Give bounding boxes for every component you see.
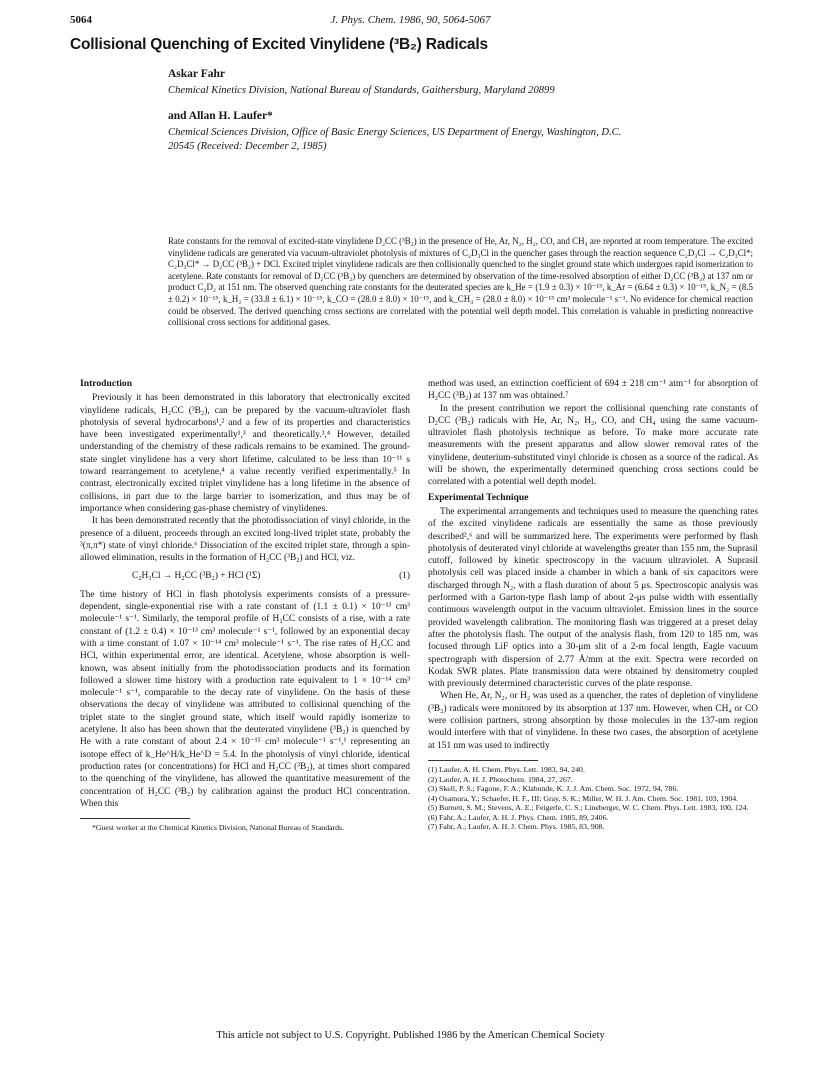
reference-item: (7) Fahr, A.; Laufer, A. H. J. Chem. Phys. 1985, 83, 908. [428, 822, 605, 832]
references-divider [428, 760, 538, 761]
reference-item: (6) Fahr, A.; Laufer, A. H. J. Phys. Chem. 1985, 89, 2406. [428, 812, 609, 822]
author-footnote: *Guest worker at the Chemical Kinetics Division, National Bureau of Standards. [92, 823, 345, 833]
page-number: 5064 [70, 14, 92, 26]
right-paragraph-1: method was used, an extinction coefficient of 694 ± 218 cm⁻¹ atm⁻¹ for absorption of H₂CC (³B₂) at 137 nm was obtained.⁷ [428, 379, 758, 402]
experimental-paragraph-2: When He, Ar, N₂, or H₂ was used as a quencher, the rates of depletion of vinylidene (³B₂) radicals were monitored by its absorption at 137 nm. However, when CH₄ or CO were collision partners, strong absorption by those molecules in the 137-nm region would interfere with that of vinylidene. In these two cases, the absorption of acetylene at 151 nm was used to indirectly [428, 691, 758, 751]
reference-item: (1) Laufer, A. H. Chem. Phys. Lett. 1983, 94, 240. [428, 764, 585, 774]
intro-paragraph-3: The time history of HCl in flash photolysis experiments consists of a pressure-dependent, single-exponential rise with a rate constant of (1.1 ± 0.1) × 10⁻¹³ cm³ molecule⁻¹ s⁻¹. Similarly, the temporal profile of H₂CC consists of a rise, with a rate constant of (1.2 ± 0.4) × 10⁻¹³ cm³ molecule⁻¹ s⁻¹, followed by an exponential decay with a time constant of 1.07 × 10⁻¹⁴ cm³ molecule⁻¹ s⁻¹. The rise rates of H₂CC and HCl, within experimental error, are identical. Acetylene, whose absorption is well-known, was absent initially from the photodissociation products and its formation followed a slower time history with a production rate equivalent to 1 × 10⁻¹⁴ cm³ molecule⁻¹ s⁻¹, comparable to the decay rate of vinylidene. On the basis of these observations the decay of vinylidene was attributed to collisional quenching of the triplet state to the singlet ground state, which itself would rapidly isomerize to acetylene. It also has been shown that the deuterated vinylidene (³B₂) is quenched by He with a rate constant of about 2.4 × 10⁻¹⁵ cm³ molecule⁻¹ s⁻¹,¹ representing an isotope effect of k_He^H/k_He^D = 5.4. In the photolysis of vinyl chloride, identical production rates (or concentrations) for HCl and H₂CC (³B₂), at times short compared to the quenching of the vinylidene, has allowed the quantitative measurement of the concentration of H₂CC (³B₂) by calibration against the product HCl concentration. When this [80, 589, 410, 809]
article-title: Collisional Quenching of Excited Vinylidene (³B₂) Radicals [70, 36, 488, 53]
journal-citation: J. Phys. Chem. 1986, 90, 5064-5067 [330, 14, 491, 26]
right-paragraph-2: In the present contribution we report the collisional quenching rate constants of D₂CC (³B₂) radicals with He, Ar, N₂, H₂, CO, and CH₄ using the same vacuum-ultraviolet flash photolysis technique as before. To make more accurate rate measurements with the present apparatus and allow slower removal rates of the vinylidene, deuterium-substituted vinyl chloride is chosen as a source of the radical. As will be shown, the experimentally determined quenching cross sections could be correlated with a potential well depth model. [428, 403, 758, 488]
author-2-name: and Allan H. Laufer* [168, 110, 273, 122]
equation-text: C₂H₃Cl → H₂CC (³B₂) + HCl (¹Σ) [132, 571, 261, 582]
reference-item: (2) Laufer, A. H. J. Photochem. 1984, 27, 267. [428, 774, 573, 784]
reference-item: (5) Burnett, S. M.; Stevens, A. E.; Feigerle, C. S.; Lineberger, W. C. Chem. Phys. Lett. 1983, 100, 124. [428, 803, 749, 813]
references-list [428, 765, 758, 832]
copyright-notice: This article not subject to U.S. Copyright. Published 1986 by the American Chemical Society [216, 1030, 605, 1041]
reference-item: (3) Skell, P. S.; Fagone, F. A.; Klabunde, K. J. J. Am. Chem. Soc. 1972, 94, 786. [428, 784, 679, 794]
intro-paragraph-1: Previously it has been demonstrated in this laboratory that electronically excited vinylidene radicals, H₂CC (³B₂), can be prepared by the vacuum-ultraviolet flash photolysis of several hydrocarbons¹,² and a few of its properties and characteristics have been investigated experimentally¹,³ and theoretically.³,⁴ However, detailed understanding of the chemistry of these radicals remains to be examined. The ground-state singlet vinylidene has a very short lifetime, calculated to be less than 10⁻¹¹ s toward rearrangement to acetylene,⁴ a value recently verified experimentally.⁵ In contrast, electronically excited triplet vinylidene has a long lifetime in the absence of collisions, in part due to the large barrier to isomerization, and thus may be of importance when considering gas-phase chemistry of vinylidenes. [80, 393, 410, 514]
author-2-affiliation: Chemical Sciences Division, Office of Basic Energy Sciences, US Department of Energy, Washington, D.C. 20545 (Received: December 2, 1985) [168, 127, 622, 152]
abstract: Rate constants for the removal of excited-state vinylidene D₂CC (³B₂) in the presence of He, Ar, N₂, H₂, CO, and CH₄ are reported at room temperature. The excited vinylidene radicals are generated via vacuum-ultraviolet photolysis of mixtures of C₂D₃Cl in the quencher gases through the reaction sequence C₂D₃Cl → C₂D₃Cl*; C₂D₃Cl* → D₂CC (³B₂) + DCl. Excited triplet vinylidene radicals are then collisionally quenched to the singlet ground state which undergoes rapid isomerization to acetylene. Rate constants for removal of D₂CC (³B₂) by quenchers are determined by observation of the time-resolved absorption of either D₂CC (³B₂) at 137 nm or product C₂D₂ at 151 nm. The observed quenching rate constants for the deuterated species are k_He = (1.9 ± 0.3) × 10⁻¹⁵, k_Ar = (6.64 ± 0.3) × 10⁻¹⁵, k_N₂ = (8.5 ± 0.2) × 10⁻¹⁵, k_H₂ = (33.8 ± 6.1) × 10⁻¹⁵, k_CO = (28.0 ± 8.0) × 10⁻¹⁵, and k_CH₄ = (28.0 ± 8.0) × 10⁻¹⁵ cm³ molecule⁻¹ s⁻¹. No evidence for chemical reaction could be observed. The derived quenching cross sections are correlated with the potential well depth model. This correlation is valuable in predicting nonreactive collisional cross sections for additional gases. [168, 236, 753, 328]
right-column [428, 378, 758, 832]
left-column [80, 378, 410, 833]
experimental-paragraph-1: The experimental arrangements and techniques used to measure the quenching rates of the excited vinylidene radicals are essentially the same as those previously described²,⁶ and will be summarized here. The experiments were performed by flash photolysis of deuterated vinyl chloride at wavelengths greater than 155 nm, the Suprasil cutoff, followed by kinetic spectroscopy in the vacuum ultraviolet. A Suprasil photolysis cell was placed inside a chamber in which a bank of six capacitors were discharged through N₂, with a flash duration of about 5 μs. Spectroscopic analysis was performed with a Garton-type flash lamp of about 2-μs pulse width with essentially continuous wavelength output in the vacuum ultraviolet. Emission lines in the source provided wavelength calibration. The monitoring flash was triggered at a preset delay after the photolysis flash. The output of the analysis flash, from 120 to 185 nm, was focused through LiF optics into a 30-μm slit of a 2-m focal length, Eagle vacuum spectrograph with dispersion of 2.77 Å/mm at the exit. Spectra were recorded on Kodak SWR plates. Plate transmission data were obtained by densitometry coupled with previously determined characteristic curves of the plate response. [428, 506, 758, 690]
equation-1 [80, 564, 410, 588]
author-1-affiliation: Chemical Kinetics Division, National Bureau of Standards, Gaithersburg, Maryland 20899 [168, 85, 555, 96]
reference-item: (4) Osamura, Y.; Schaefer, H. F., III; Gray, S. K.; Miller, W. H. J. Am. Chem. Soc. 1981, 103, 1904. [428, 793, 739, 803]
footnote-divider [80, 818, 190, 819]
section-heading-experimental: Experimental Technique [428, 491, 529, 503]
section-heading-introduction: Introduction [80, 378, 133, 389]
equation-number: (1) [399, 571, 410, 582]
author-1-name: Askar Fahr [168, 68, 225, 80]
intro-paragraph-2: It has been demonstrated recently that the photodissociation of vinyl chloride, in the presence of a diluent, proceeds through an excited long-lived triplet state, probably the ³(π,π*) state of vinyl chloride.⁶ Dissociation of the excited triplet state, through a spin-allowed elimination, results in the formation of H₂CC (³B₂) and HCl, viz. [80, 516, 410, 564]
